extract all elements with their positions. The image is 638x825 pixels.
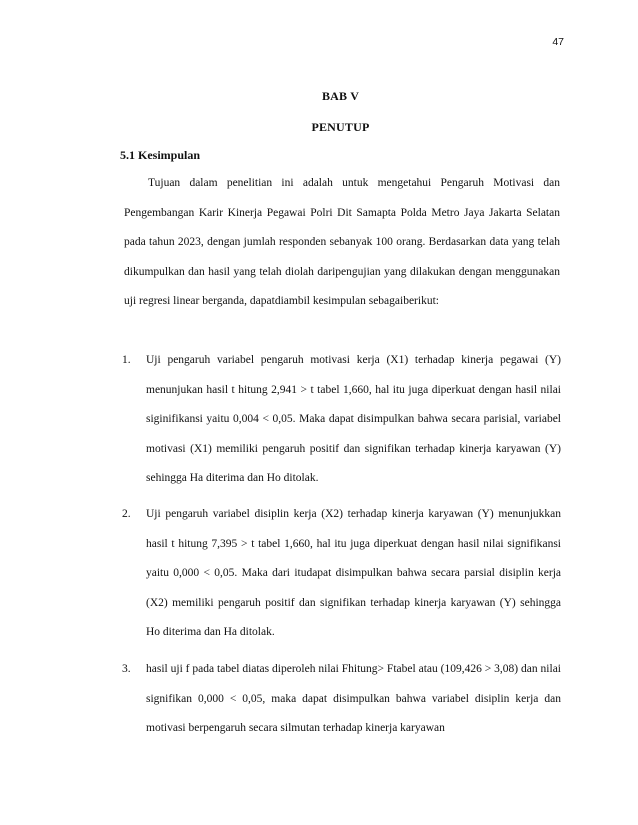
conclusion-list-2: [122, 500, 561, 648]
section-title: 5.1 Kesimpulan: [120, 148, 201, 162]
conclusion-number: 2.: [122, 508, 131, 520]
conclusion-text: Uji pengaruh variabel pengaruh motivasi kerja (X1) terhadap kinerja pegawai (Y) menunjukan hasil t hitung 2,941 > t tabel 1,660, hal itu juga diperkuat dengan hasil nilai siginifikansi yaitu 0,004 < 0,05. Maka dapat disimpulkan bahwa secara parisial, variabel motivasi (X1) memiliki pengaruh positif dan signifikan terhadap kinerja karyawan (Y) sehingga Ha diterima dan Ho ditolak.: [146, 354, 561, 484]
chapter-title: PENUTUP: [311, 120, 370, 134]
conclusion-text: hasil uji f pada tabel diatas diperoleh nilai Fhitung> Ftabel atau (109,426 > 3,08) dan nilai signifikan 0,000 < 0,05, maka dapat disimpulkan bahwa variabel disiplin kerja dan motivasi berpengaruh secara silmutan terhadap kinerja karyawan: [146, 663, 561, 734]
page-number: 47: [552, 36, 564, 48]
conclusion-item: [122, 500, 561, 648]
conclusion-number: 3.: [122, 663, 131, 675]
conclusion-number: 1.: [122, 354, 131, 366]
conclusion-item: [122, 655, 561, 744]
conclusion-text: Uji pengaruh variabel disiplin kerja (X2) terhadap kinerja karyawan (Y) menunjukkan hasil t hitung 7,395 > t tabel 1,660, hal itu juga diperkuat dengan hasil nilai signifikansi yaitu 0,000 < 0,05. Maka dari itudapat disimpulkan bahwa secara parsial disiplin kerja (X2) memiliki pengaruh positif dan signifikan terhadap kinerja karyawan (Y) sehingga Ho diterima dan Ha ditolak.: [146, 508, 561, 638]
conclusion-item: [122, 346, 561, 494]
conclusion-list-3: [122, 655, 561, 744]
intro-paragraph: Tujuan dalam penelitian ini adalah untuk mengetahui Pengaruh Motivasi dan Pengembangan Karir Kinerja Pegawai Polri Dit Samapta Polda Metro Jaya Jakarta Selatan pada tahun 2023, dengan jumlah responden sebanyak 100 orang. Berdasarkan data yang telah dikumpulkan dan hasil yang telah diolah daripengujian yang dilakukan dengan menggunakan uji regresi linear berganda, dapatdiambil kesimpulan sebagaiberikut:: [124, 177, 560, 307]
chapter-label: BAB V: [321, 89, 360, 103]
conclusion-list-1: [122, 346, 561, 494]
